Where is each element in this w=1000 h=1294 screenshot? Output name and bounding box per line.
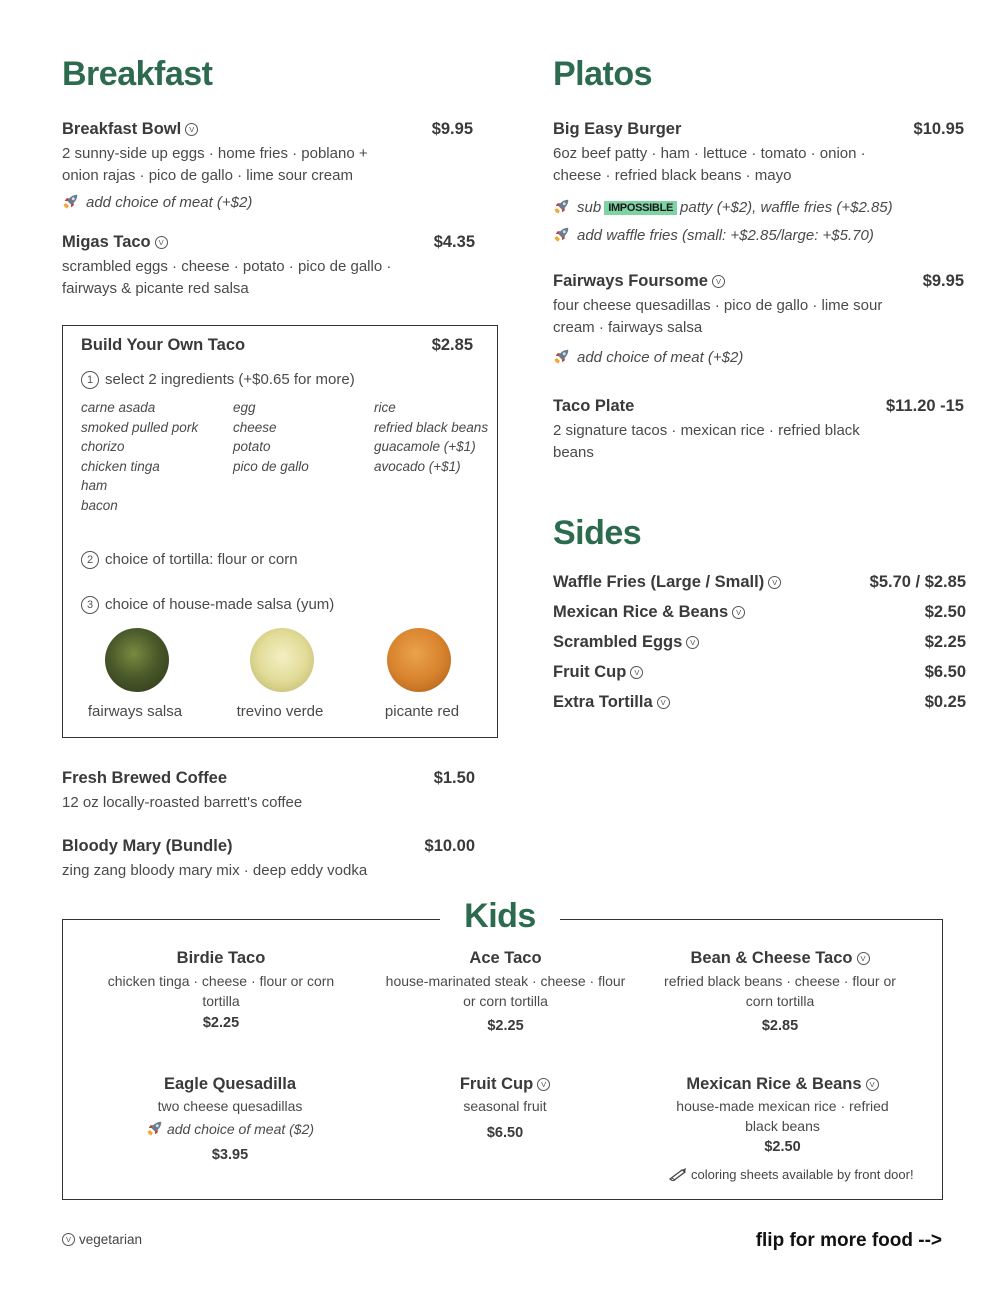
ingredient: ham [81,478,108,494]
rocket-icon [146,1119,164,1137]
kids-item-name: Ace Taco [469,949,542,967]
coloring-sheets-note [668,1167,914,1182]
trevino-verde-image [250,628,314,692]
kids-item-desc: refried black beans · cheese · flour or corn tortilla [664,973,896,1009]
kids-heading: Kids [440,897,560,936]
ingredient-column-meats [81,398,198,516]
vegetarian-icon: V [185,123,198,136]
migas-taco-name [62,233,168,252]
kids-item-desc: two cheese quesadillas [157,1098,303,1114]
kids-item-ace-taco [378,949,633,1034]
coffee-name: Fresh Brewed Coffee [62,769,228,787]
side-item-price: $2.25 [924,633,966,651]
vegetarian-icon: V [657,696,670,709]
vegetarian-icon: V [732,606,745,619]
side-item-label: Scrambled Eggs [553,633,683,651]
taco-plate-price: $11.20 -15 [886,397,964,415]
fairways-foursome-note [553,347,743,366]
breakfast-heading: Breakfast [62,55,213,93]
step-1-number: 1 [81,371,99,389]
taco-plate-desc: 2 signature tacos · mexican rice · refried black beans [553,422,860,461]
ingredient: chicken tinga [81,458,160,474]
crayon-icon [668,1167,688,1181]
coffee-price: $1.50 [433,769,475,787]
ingredient: chorizo [81,439,125,455]
fairways-foursome-desc: four cheese quesadillas · pico de gallo · lime sour cream · fairways salsa [553,297,883,336]
note-text: sub [577,199,602,216]
big-easy-burger-note-2 [553,225,874,244]
kids-item-name: Eagle Quesadilla [163,1075,297,1093]
vegetarian-legend-text: vegetarian [79,1232,143,1247]
side-item [553,693,670,712]
kids-item-price: $2.25 [487,1018,524,1034]
salsa-label: trevino verde [236,703,324,720]
big-easy-burger-price: $10.95 [913,120,964,138]
breakfast-bowl-price: $9.95 [431,120,473,138]
impossible-logo: IMPOSSIBLE [604,201,677,215]
fairways-foursome-name [553,272,725,291]
ingredient-column-basics [233,398,309,476]
rocket-icon [62,192,80,210]
side-item-price: $5.70 / $2.85 [869,573,966,591]
vegetarian-icon: V [537,1078,550,1091]
kids-item-desc: chicken tinga · cheese · flour or corn tortilla [107,973,335,1009]
byo-step-2 [81,549,298,571]
step-3-number: 3 [81,596,99,614]
kids-item-note [110,1119,350,1137]
side-item-price: $6.50 [924,663,966,681]
note-text: add choice of meat (+$2) [577,349,744,366]
ingredient: bacon [81,497,118,513]
kids-item-price: $2.25 [202,1015,240,1031]
byo-taco-price: $2.85 [431,336,473,354]
migas-taco-price: $4.35 [433,233,475,251]
kids-item-desc: house-marinated steak · cheese · flour or corn tortilla [385,973,626,1009]
breakfast-bowl-desc: 2 sunny-side up eggs · home fries · poblano + onion rajas · pico de gallo · lime sour cream [62,145,368,184]
kids-item-desc: house-made mexican rice · refried black beans [676,1098,889,1134]
byo-step-1 [81,369,355,391]
breakfast-bowl-note-text: add choice of meat (+$2) [86,194,253,211]
note-text: add choice of meat ($2) [166,1120,315,1137]
ingredient: pico de gallo [233,458,309,474]
side-item [553,573,781,592]
byo-step-3-text: choice of house-made salsa (yum) [105,596,335,613]
taco-plate-name: Taco Plate [553,397,635,415]
kids-item-name: Birdie Taco [176,949,266,967]
kids-item-name [400,1075,610,1094]
side-item-label: Fruit Cup [553,663,627,681]
side-item [553,663,643,682]
ingredient: avocado (+$1) [374,458,461,474]
kids-item-bean-cheese-taco [655,949,905,1034]
vegetarian-icon: V [857,952,870,965]
bloody-mary-desc: zing zang bloody mary mix · deep eddy vodka [62,862,368,879]
kids-item-name [660,1075,905,1094]
side-item [553,603,745,622]
salsa-label: picante red [384,703,460,720]
ingredient: potato [233,439,271,455]
fairways-foursome-price: $9.95 [922,272,964,290]
ingredient: guacamole (+$1) [374,439,476,455]
side-item-label: Mexican Rice & Beans [553,603,729,621]
vegetarian-icon: V [768,576,781,589]
vegetarian-icon: V [62,1233,75,1246]
vegetarian-icon: V [686,636,699,649]
ingredient: cheese [233,419,277,435]
ingredient: rice [374,400,396,415]
kids-item-desc: seasonal fruit [463,1098,547,1114]
vegetarian-legend [62,1232,142,1247]
build-your-own-taco-box [62,325,498,738]
note-text: add waffle fries (small: +$2.85/large: +$5.70) [577,227,874,244]
rocket-icon [553,225,571,243]
side-item-label: Extra Tortilla [553,693,653,711]
note-text: patty (+$2), waffle fries (+$2.85) [680,199,893,216]
platos-heading: Platos [553,55,653,93]
vegetarian-icon: V [630,666,643,679]
kids-item-label: Bean & Cheese Taco [690,949,853,967]
picante-red-image [387,628,451,692]
kids-item-eagle-quesadilla [110,1075,350,1163]
kids-item-price: $2.85 [761,1018,799,1034]
migas-taco-label: Migas Taco [62,233,151,251]
side-item-price: $0.25 [924,693,966,711]
kids-item-label: Fruit Cup [459,1075,534,1093]
rocket-icon [553,347,571,365]
bloody-mary-name: Bloody Mary (Bundle) [62,837,233,855]
byo-step-2-text: choice of tortilla: flour or corn [105,551,298,568]
byo-step-3 [81,594,334,616]
coloring-sheets-text: coloring sheets available by front door! [691,1167,914,1182]
fairways-foursome-label: Fairways Foursome [553,272,708,290]
ingredient-column-extras [374,398,488,476]
kids-item-price: $3.95 [211,1146,249,1163]
byo-taco-name: Build Your Own Taco [81,336,246,354]
ingredient: refried black beans [374,419,489,435]
sides-heading: Sides [553,514,642,552]
big-easy-burger-name: Big Easy Burger [553,120,682,138]
big-easy-burger-note-1 [553,197,893,216]
breakfast-bowl-name [62,120,198,139]
side-item [553,633,699,652]
kids-item-label: Mexican Rice & Beans [686,1075,862,1093]
side-item-price: $2.50 [924,603,966,621]
vegetarian-icon: V [712,275,725,288]
kids-item-price: $2.50 [764,1139,801,1155]
vegetarian-icon: V [866,1078,879,1091]
kids-item-price: $6.50 [486,1124,524,1141]
byo-step-1-text: select 2 ingredients (+$0.65 for more) [105,371,355,388]
breakfast-bowl-label: Breakfast Bowl [62,120,182,138]
breakfast-bowl-note [62,192,252,211]
kids-item-name [655,949,905,968]
ingredient: smoked pulled pork [81,419,199,435]
coffee-desc: 12 oz locally-roasted barrett's coffee [62,794,303,811]
bloody-mary-price: $10.00 [424,837,475,855]
flip-for-more-link: flip for more food --> [755,1230,942,1251]
salsa-label: fairways salsa [87,703,183,720]
migas-taco-desc: scrambled eggs · cheese · potato · pico de gallo · fairways & picante red salsa [62,258,392,297]
rocket-icon [553,197,571,215]
kids-item-fruit-cup [400,1075,610,1141]
big-easy-burger-desc: 6oz beef patty · ham · lettuce · tomato · onion · cheese · refried black beans · mayo [553,145,866,184]
kids-item-birdie-taco [96,949,346,1031]
ingredient: carne asada [81,400,156,415]
step-2-number: 2 [81,551,99,569]
ingredient: egg [233,400,256,415]
vegetarian-icon: V [155,236,168,249]
fairways-salsa-image [105,628,169,692]
kids-item-rice-beans [660,1075,905,1155]
side-item-label: Waffle Fries (Large / Small) [553,573,765,591]
